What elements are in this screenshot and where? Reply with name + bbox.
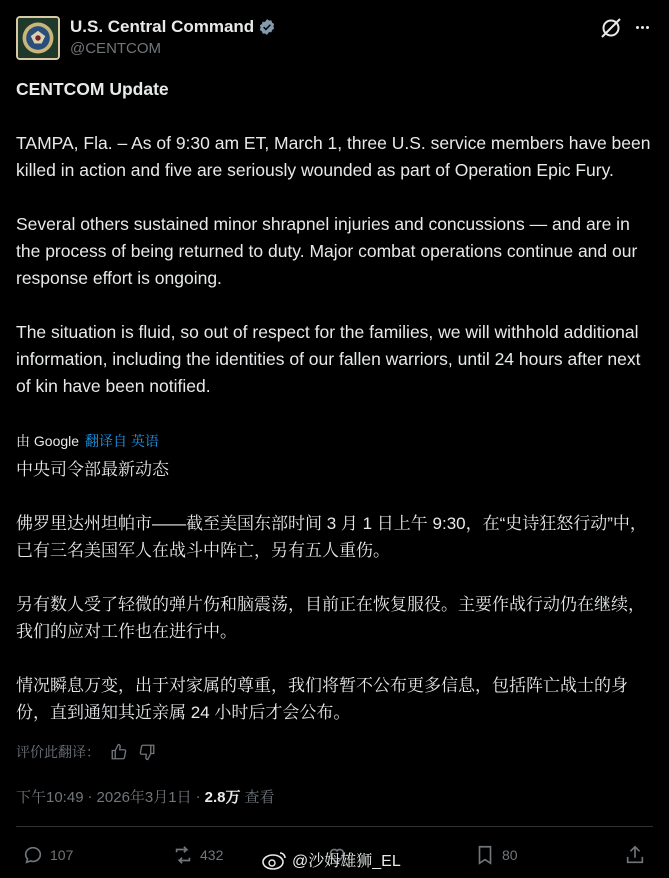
tweet-paragraph: The situation is fluid, so out of respect for the families, we will withhold additional information, including the identities of our fallen warriors, until 24 hours after next of kin have been notified. <box>16 322 646 396</box>
handle[interactable]: @CENTCOM <box>70 40 162 57</box>
translation-provider: 由 Google <box>16 433 80 449</box>
repost-count: 432 <box>200 847 224 863</box>
bookmark-count: 80 <box>502 847 518 863</box>
bookmark-button[interactable] <box>474 844 518 866</box>
translation-attribution <box>16 431 159 451</box>
more-options-icon[interactable] <box>631 16 653 38</box>
meta-separator: · <box>87 788 93 805</box>
repost-button[interactable] <box>172 844 223 866</box>
repost-icon <box>172 844 194 866</box>
name-row <box>70 17 276 37</box>
weibo-logo-icon <box>262 850 288 870</box>
rate-translation <box>16 742 156 762</box>
translated-body <box>16 456 656 726</box>
share-icon <box>624 844 646 866</box>
translated-from-link[interactable]: 翻译自 英语 <box>85 433 159 449</box>
rate-label: 评价此翻译： <box>16 744 100 760</box>
translated-paragraph: 另有数人受了轻微的弹片伤和脑震荡，目前正在恢复服役。主要作战行动仍在继续，我们的应对工作也在进行中。 <box>16 595 645 641</box>
reply-button[interactable] <box>22 844 73 866</box>
watermark <box>262 848 401 871</box>
translated-paragraph: 佛罗里达州坦帕市——截至美国东部时间 3 月 1 日上午 9:30，在“史诗狂怒行动”中，已有三名美国军人在战斗中阵亡，另有五人重伤。 <box>16 514 647 560</box>
tweet-meta <box>16 786 274 807</box>
watermark-text: @沙姆雄狮_EL <box>292 853 401 870</box>
tweet-body <box>16 76 656 400</box>
translated-paragraph: 情况瞬息万变，出于对家属的尊重，我们将暂不公布更多信息，包括阵亡战士的身份，直到通知其近亲属 24 小时后才会公布。 <box>16 676 628 722</box>
views-count: 2.8万 <box>204 789 241 806</box>
avatar[interactable] <box>16 16 60 60</box>
verified-badge-icon <box>258 18 276 36</box>
display-name[interactable]: U.S. Central Command <box>70 17 255 36</box>
bookmark-icon <box>474 844 496 866</box>
tweet-paragraph: Several others sustained minor shrapnel injuries and concussions — and are in the process of being returned to duty. Major combat operations continue and our response effort is ongoing. <box>16 214 643 288</box>
divider <box>16 826 653 827</box>
reply-icon <box>22 844 44 866</box>
reply-count: 107 <box>50 847 74 863</box>
views-label: 查看 <box>244 789 275 806</box>
meta-separator: · <box>195 788 201 805</box>
centcom-seal-icon <box>18 18 58 58</box>
tweet-title: CENTCOM Update <box>16 79 169 99</box>
tweet-paragraph: TAMPA, Fla. – As of 9:30 am ET, March 1, three U.S. service members have been killed in action and five are seriously wounded as part of Operation Epic Fury. <box>16 133 656 180</box>
tweet-date[interactable]: 2026年3月1日 <box>96 789 192 806</box>
tweet-time[interactable]: 下午10:49 <box>16 789 84 806</box>
thumbs-down-icon[interactable] <box>138 743 156 761</box>
tweet-header <box>16 14 653 62</box>
translated-title: 中央司令部最新动态 <box>16 460 169 479</box>
share-button[interactable] <box>624 844 646 866</box>
grok-icon[interactable] <box>599 16 623 40</box>
thumbs-up-icon[interactable] <box>110 743 128 761</box>
